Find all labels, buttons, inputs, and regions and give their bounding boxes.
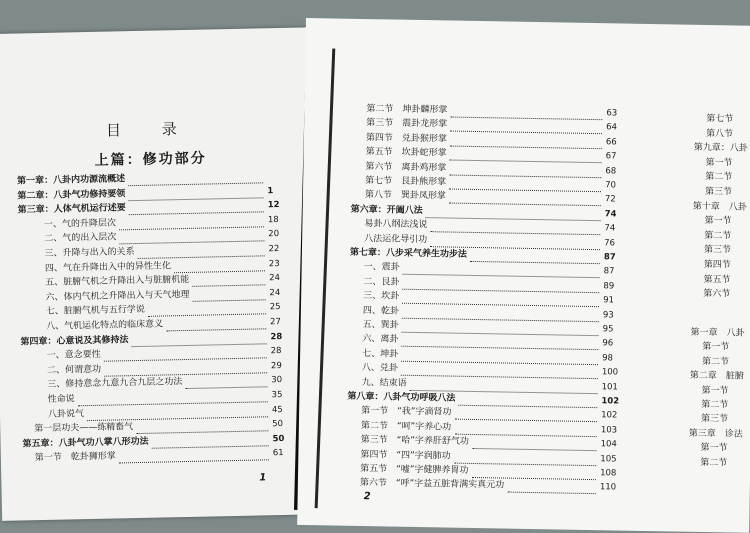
toc-page-number: 66 (605, 137, 617, 148)
edge-entry: 第四节 (703, 259, 731, 271)
toc-page-number: 72 (604, 194, 616, 205)
toc-page-number: 18 (267, 214, 279, 226)
toc-leader-dots (449, 191, 601, 207)
toc-entry (46, 346, 282, 362)
toc-page-number: 108 (600, 468, 617, 479)
toc-entry-title: 第二节 坤卦麟形掌 (366, 104, 448, 116)
toc-entry (366, 117, 618, 133)
toc-entry (350, 204, 617, 220)
toc-entry-title: 二、气的出入层次 (44, 232, 117, 245)
toc-leader-dots (410, 377, 598, 393)
toc-entry (43, 214, 279, 231)
edge-entry: 第三章 诊法 (688, 428, 743, 440)
toc-entry (361, 405, 618, 421)
toc-page-number: 28 (270, 331, 283, 342)
left-page (0, 27, 324, 521)
edge-entry: 第九章：八卦 (693, 142, 748, 154)
edge-entry: 第一章 八卦 (690, 327, 745, 339)
toc-page-number: 76 (604, 237, 616, 249)
toc-page-number: 28 (270, 346, 282, 357)
toc-page-number: 101 (601, 381, 618, 393)
toc-entry (349, 247, 616, 263)
toc-leader-dots (185, 375, 267, 390)
toc-entry-title: 三、修持意念九意九合九层之功法 (47, 377, 183, 391)
toc-leader-dots (152, 433, 269, 448)
toc-entry-title: 四、乾卦 (362, 305, 399, 317)
edge-entry: 第一节 (704, 216, 732, 227)
toc-entry (20, 331, 283, 348)
toc-page-number: 22 (268, 244, 280, 255)
edge-entry: 第二节 (701, 399, 729, 411)
toc-leader-dots (430, 234, 600, 250)
toc-leader-dots (454, 450, 597, 465)
toc-page-number: 24 (269, 273, 281, 284)
toc-entry-title: 第三节 “哈”字养肝舒气功 (360, 435, 470, 448)
toc-entry (46, 360, 282, 377)
toc-entry (361, 377, 618, 393)
toc-page-number: 105 (600, 453, 617, 465)
toc-leader-dots (104, 346, 267, 362)
toc-leader-dots (192, 273, 265, 288)
toc-entry-title: 第一节 乾卦狮形掌 (34, 451, 117, 464)
toc-page-number: 61 (272, 448, 284, 459)
edge-entry: 第三节 (703, 245, 732, 256)
toc-page-number: 50 (272, 419, 284, 430)
edge-entry: 第二节 (704, 230, 732, 242)
toc-entry (363, 276, 615, 292)
toc-entry (364, 189, 616, 205)
toc-entry-title: 第五节 “嘘”字健脾养胃功 (360, 464, 469, 476)
toc-entry-title: 易卦八纲法浅说 (364, 219, 428, 231)
toc-entry-title: 第一层功夫——练精畜气 (34, 422, 134, 435)
toc-leader-dots (449, 162, 601, 178)
toc-entry (362, 319, 614, 335)
toc-leader-dots (119, 214, 264, 230)
toc-entry-title: 第六节 离卦鸡形掌 (365, 161, 447, 174)
toc-page-number: 93 (602, 309, 614, 321)
toc-entry-title: 第一章：八卦内功源流概述 (16, 174, 126, 187)
toc-entry-title: 第五节 坎卦蛇形掌 (365, 147, 447, 159)
edge-entry: 第五节 (703, 274, 731, 286)
toc-page-number: 20 (268, 229, 280, 240)
toc-entry-title: 第二章：八卦气功修持要领 (17, 188, 126, 202)
toc-entry (34, 419, 284, 435)
toc-entry-title: 第三章：人体气机运行述要 (17, 203, 126, 216)
toc-leader-dots (129, 200, 264, 216)
toc-page-number: 30 (271, 375, 283, 386)
toc-entry (362, 348, 614, 364)
toc-page-number: 89 (603, 281, 615, 292)
toc-entry-title: 一、意念要性 (46, 349, 101, 362)
toc-entry-title: 八、气机运化特点的临床意义 (46, 319, 164, 332)
toc-entry (44, 229, 280, 246)
toc-page-number: 50 (272, 433, 285, 445)
toc-entry (364, 233, 616, 249)
toc-leader-dots (450, 148, 602, 164)
edge-entry: 第二节 (705, 172, 733, 183)
toc-entry (347, 391, 620, 407)
toc-leader-dots (132, 331, 267, 347)
toc-entry-title: 第六节 “呼”字益五脏背满实真元功 (359, 478, 505, 491)
edge-entry: 第二节 (701, 356, 730, 368)
toc-entry-title: 五、脏腑气机之升降出入与脏腑机能 (45, 275, 190, 289)
toc-entry (17, 185, 274, 202)
toc-page-number: 91 (603, 295, 615, 306)
toc-entry (359, 477, 617, 493)
toc-page-number: 74 (604, 209, 617, 220)
toc-entry (364, 218, 616, 234)
toc-page-number: 102 (601, 410, 618, 421)
edge-entry: 第三节 (700, 414, 729, 425)
toc-entry (46, 317, 282, 332)
toc-leader-dots (450, 105, 602, 121)
toc-page-number: 96 (602, 338, 614, 349)
toc-leader-dots (449, 177, 601, 193)
toc-entry-title: 第八章：八卦气功呼吸八法 (347, 391, 456, 404)
toc-leader-dots (138, 243, 265, 259)
toc-page-number: 45 (271, 404, 283, 415)
toc-entry (365, 161, 617, 177)
page-number-right: 2 (363, 491, 371, 503)
toc-entry-title: 第三节 震卦龙形掌 (366, 118, 448, 130)
edge-entry: 第六节 (703, 289, 731, 300)
edge-entry: 第七节 (706, 114, 734, 125)
toc-leader-dots (166, 316, 266, 331)
toc-entry-title: 性命说 (47, 394, 75, 405)
toc-page-number: 24 (269, 287, 281, 299)
toc-entry-title: 七、坤卦 (362, 348, 399, 360)
edge-entry: 第八节 (705, 128, 734, 140)
toc-leader-dots (128, 170, 263, 186)
toc-entry (365, 132, 617, 148)
toc-entry-title: 一、气的升降层次 (43, 218, 117, 230)
toc-entry (366, 103, 618, 119)
toc-leader-dots (104, 360, 267, 376)
toc-page-number: 27 (269, 317, 282, 328)
toc-page-number: 70 (605, 180, 617, 191)
edge-entry: 第一节 (700, 443, 728, 454)
toc-entry-title: 第七章：八步采气养生功步法 (349, 247, 467, 260)
toc-entry (44, 258, 280, 275)
toc-entry (363, 290, 615, 306)
toc-page-number: 102 (601, 396, 620, 407)
toc-entry-title: 第六章：开阖八法 (350, 204, 423, 216)
toc-entry-title: 八法运化导引功 (364, 233, 428, 245)
toc-entry-title: 三、坎卦 (363, 291, 400, 302)
toc-entry-title: 第四节 兑卦猴形掌 (365, 132, 448, 145)
toc-leader-dots (119, 448, 269, 464)
toc-page-number: 64 (606, 122, 618, 133)
toc-entry (45, 287, 281, 304)
toc-page-number: 98 (602, 353, 614, 364)
toc-leader-dots (450, 119, 602, 135)
toc-entry (362, 333, 614, 349)
toc-leader-dots (507, 480, 596, 495)
toc-leader-dots (472, 465, 597, 480)
toc-page-number: 87 (603, 266, 615, 277)
toc-page-number: 67 (605, 151, 617, 162)
toc-page-number: 23 (268, 258, 280, 269)
toc-entry (361, 362, 619, 378)
right-page (297, 18, 750, 533)
edge-entry: 第一节 (701, 385, 729, 397)
toc-leader-dots (119, 229, 264, 245)
toc-entry (362, 305, 614, 321)
section-subtitle: 上篇：修功部分 (94, 150, 207, 169)
toc-leader-dots (454, 421, 597, 436)
toc-entry (34, 448, 284, 465)
toc-entry-title: 六、体内气机之升降出入与天气地理 (45, 289, 190, 303)
toc-entry-title: 第八节 巽卦凤形掌 (364, 190, 447, 202)
toc-entry-title: 九、结束语 (361, 377, 407, 389)
toc-leader-dots (426, 205, 601, 221)
toc-entry (47, 375, 283, 391)
toc-entry (45, 302, 281, 318)
toc-entry-title: 六、离卦 (362, 334, 399, 346)
toc-page-number: 74 (604, 223, 616, 234)
toc-page-number: 68 (605, 165, 617, 177)
toc-entry-title: 五、巽卦 (362, 320, 399, 331)
toc-leader-dots (458, 393, 597, 408)
edge-entry: 第一节 (702, 342, 730, 353)
toc-entry (365, 175, 617, 191)
binding-line (315, 48, 336, 508)
toc-page-number: 1 (267, 185, 274, 196)
edge-entry: 第三节 (704, 186, 733, 198)
toc-entry (360, 449, 617, 465)
toc-entry (360, 434, 617, 450)
edge-entry: 第二节 (700, 457, 728, 469)
toc-page-number: 104 (600, 439, 617, 450)
toc-page-number: 100 (601, 367, 619, 378)
toc-leader-dots (128, 185, 263, 201)
toc-entry-title: 第二节 “呵”字养心功 (360, 420, 452, 433)
toc-entry (22, 433, 285, 451)
toc-leader-dots (148, 302, 266, 317)
toc-entry-title: 第四节 “四”字润肺功 (360, 449, 451, 462)
toc-entry (17, 173, 125, 187)
page-number-left: 1 (259, 472, 267, 484)
toc-entry-title: 二、艮卦 (363, 276, 400, 288)
toc-leader-dots (174, 258, 265, 273)
toc-entry-title: 第七节 艮卦熊形掌 (365, 176, 447, 188)
toc-entry (17, 200, 280, 216)
toc-page-number: 12 (267, 200, 280, 211)
toc-entry (360, 420, 618, 436)
toc-leader-dots (136, 418, 268, 434)
toc-page-number: 63 (606, 108, 618, 119)
toc-entry-title: 三、升降与出入的关系 (44, 247, 135, 259)
toc-entry (363, 261, 615, 277)
toc-leader-dots (472, 436, 597, 451)
toc-entry-title: 一、震卦 (363, 262, 400, 274)
page-title: 目 录 (105, 119, 195, 140)
toc-page-number: 25 (269, 302, 281, 313)
toc-leader-dots (455, 407, 598, 422)
toc-page-number: 35 (271, 389, 283, 401)
toc-entry-title: 第四章：心意说及其修持法 (20, 334, 129, 348)
toc-leader-dots (470, 249, 600, 264)
toc-page-number: 103 (600, 425, 618, 436)
toc-page-number: 110 (599, 482, 617, 493)
edge-entry: 第二章 脏腑 (689, 370, 744, 382)
toc-entry (47, 404, 283, 421)
toc-page-number: 87 (603, 252, 616, 263)
toc-entry (44, 244, 280, 260)
toc-page-number: 29 (270, 360, 282, 372)
toc-entry-title: 四、气在升降出入中的异性生化 (44, 260, 172, 274)
toc-entry-title: 第一节 “我”字滴肾功 (361, 406, 452, 418)
toc-leader-dots (193, 287, 266, 302)
toc-entry-title: 八、兑卦 (361, 363, 398, 374)
toc-entry (365, 146, 617, 162)
toc-entry-title: 七、脏腑气机与五行学说 (45, 305, 145, 318)
toc-page-number: 95 (602, 324, 614, 335)
toc-leader-dots (450, 133, 602, 149)
toc-entry-title: 第五章：八卦气功八掌八形功法 (22, 436, 149, 450)
toc-entry (360, 463, 617, 479)
edge-entry: 第十章 八卦 (692, 201, 747, 213)
toc-leader-dots (430, 219, 600, 235)
toc-entry (45, 273, 281, 289)
edge-entry: 第一节 (705, 157, 733, 169)
toc-entry (47, 389, 283, 406)
toc-entry-title: 二、何谓意功 (46, 364, 102, 376)
toc-entry-title: 八卦说气 (47, 408, 85, 420)
